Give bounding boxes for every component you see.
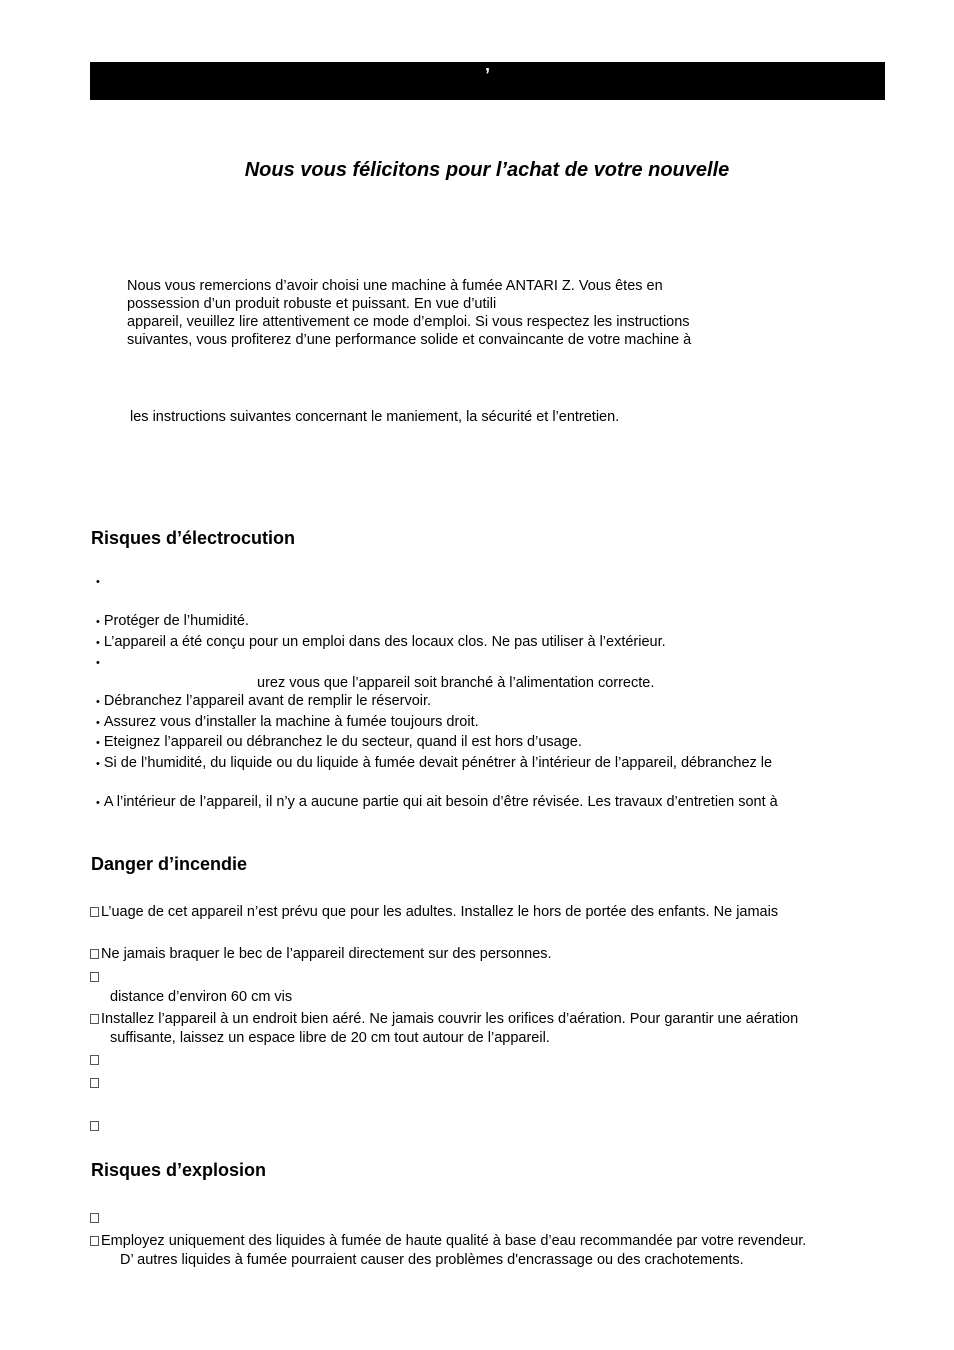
list-item: • Protéger de l’humidité. xyxy=(96,613,249,629)
heading-electrocution: Risques d’électrocution xyxy=(91,528,296,548)
bullet-icon: • xyxy=(96,637,100,649)
intro-line-3: appareil, veuillez lire attentivement ce mode d’emploi. Si vous respectez les instructions xyxy=(127,314,690,330)
list-item: • Assurez vous d’installer la machine à fumée toujours droit. xyxy=(96,714,479,730)
intro-line-2: possession d’un produit robuste et puissant. En vue d’utili xyxy=(127,296,497,312)
bullet-icon: • xyxy=(96,717,100,729)
checkbox-icon xyxy=(90,949,99,959)
bullet-icon: • xyxy=(96,758,100,770)
list-item xyxy=(96,572,104,591)
list-item-continuation: D’ autres liquides à fumée pourraient causer des problèmes d'encrassage ou des crachotements. xyxy=(120,1252,744,1268)
list-item-continuation: distance d’environ 60 cm vis xyxy=(110,989,293,1005)
bullet-icon: • xyxy=(96,616,100,628)
list-item xyxy=(90,1209,101,1227)
checkbox-icon xyxy=(90,1055,99,1065)
intro-note: les instructions suivantes concernant le maniement, la sécurité et l’entretien. xyxy=(130,409,620,425)
checkbox-icon xyxy=(90,907,99,917)
list-item: • Débranchez l’appareil avant de remplir le réservoir. xyxy=(96,693,432,709)
heading-incendie: Danger d’incendie xyxy=(91,854,248,874)
header-mark: ’ xyxy=(484,65,490,85)
bullet-icon: • xyxy=(96,797,100,809)
header-bar xyxy=(90,62,885,100)
list-item-continuation: suffisante, laissez un espace libre de 20 cm tout autour de l’appareil. xyxy=(110,1030,550,1046)
list-item: • Eteignez l’appareil ou débranchez le du secteur, quand il est hors d’usage. xyxy=(96,734,582,750)
list-item: • Si de l’humidité, du liquide ou du liquide à fumée devait pénétrer à l’intérieur de l’appareil, débranchez le xyxy=(96,755,773,771)
checkbox-icon xyxy=(90,1236,99,1246)
list-item-continuation: urez vous que l’appareil soit branché à l’alimentation correcte. xyxy=(257,675,655,691)
bullet-icon: • xyxy=(96,696,100,708)
list-item xyxy=(90,1051,101,1069)
page-title: Nous vous félicitons pour l’achat de votre nouvelle xyxy=(244,159,730,181)
checkbox-icon xyxy=(90,1078,99,1088)
heading-explosion: Risques d’explosion xyxy=(91,1160,267,1180)
intro-line-1: Nous vous remercions d’avoir choisi une machine à fumée ANTARI Z. Vous êtes en xyxy=(127,278,663,294)
bullet-icon: • xyxy=(96,657,100,669)
list-item xyxy=(96,653,104,672)
list-item: • A l’intérieur de l’appareil, il n’y a aucune partie qui ait besoin d’être révisée. Les travaux d’entretien sont à xyxy=(96,794,778,810)
list-item: Ne jamais braquer le bec de l’appareil directement sur des personnes. xyxy=(90,945,552,963)
bullet-icon: • xyxy=(96,576,100,588)
checkbox-icon xyxy=(90,1014,99,1024)
list-item: Installez l’appareil à un endroit bien aéré. Ne jamais couvrir les orifices d’aération. Pour garantir une aération xyxy=(90,1010,798,1028)
list-item: Employez uniquement des liquides à fumée de haute qualité à base d’eau recommandée par votre revendeur. xyxy=(90,1232,806,1250)
list-item xyxy=(90,1074,101,1092)
list-item: • L’appareil a été conçu pour un emploi dans des locaux clos. Ne pas utiliser à l’extérieur. xyxy=(96,634,666,650)
checkbox-icon xyxy=(90,972,99,982)
list-item xyxy=(90,968,101,986)
list-item xyxy=(90,1117,101,1135)
bullet-icon: • xyxy=(96,737,100,749)
intro-line-4: suivantes, vous profiterez d’une performance solide et convaincante de votre machine à xyxy=(127,332,692,348)
checkbox-icon xyxy=(90,1213,99,1223)
list-item: L’uage de cet appareil n’est prévu que pour les adultes. Installez le hors de portée des enfants. Ne jamais xyxy=(90,903,778,921)
checkbox-icon xyxy=(90,1121,99,1131)
